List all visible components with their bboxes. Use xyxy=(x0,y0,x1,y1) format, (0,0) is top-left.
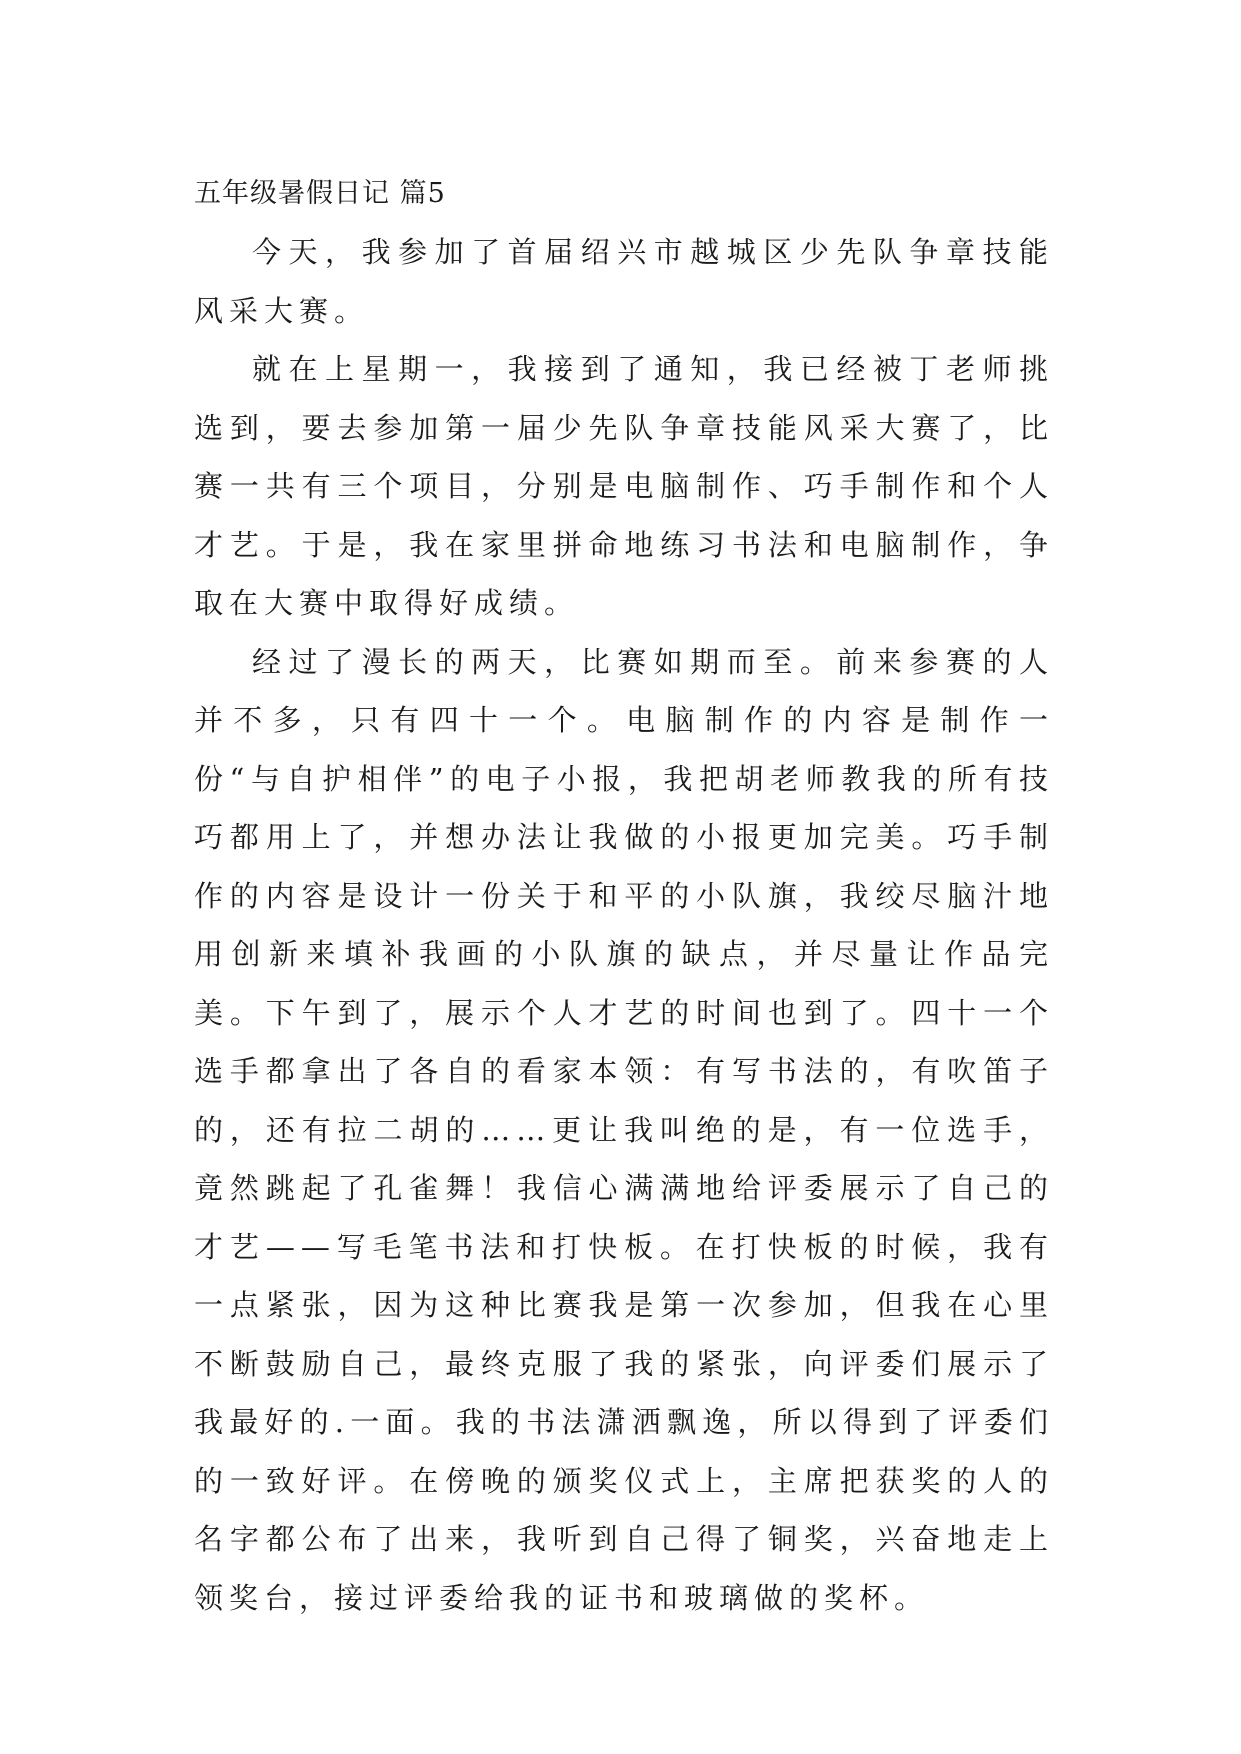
paragraph-2: 就在上星期一，我接到了通知，我已经被丁老师挑选到，要去参加第一届少先队争章技能风采大赛了，比赛一共有三个项目，分别是电脑制作、巧手制作和个人才艺。于是，我在家里拼命地练习书法和电脑制作，争取在大赛中取得好成绩。 xyxy=(194,352,1054,620)
document-body xyxy=(194,165,1054,1627)
paragraph-1: 今天，我参加了首届绍兴市越城区少先队争章技能风采大赛。 xyxy=(194,235,1054,328)
document-title: 五年级暑假日记 篇5 xyxy=(194,178,446,209)
paragraph-3: 经过了漫长的两天，比赛如期而至。前来参赛的人并不多，只有四十一个。电脑制作的内容是制作一份“与自护相伴”的电子小报，我把胡老师教我的所有技巧都用上了，并想办法让我做的小报更加完美。巧手制作的内容是设计一份关于和平的小队旗，我绞尽脑汁地用创新来填补我画的小队旗的缺点，并尽量让作品完美。下午到了，展示个人才艺的时间也到了。四十一个选手都拿出了各自的看家本领：有写书法的，有吹笛子的，还有拉二胡的……更让我叫绝的是，有一位选手，竟然跳起了孔雀舞！我信心满满地给评委展示了自己的才艺——写毛笔书法和打快板。在打快板的时候，我有一点紧张，因为这种比赛我是第一次参加，但我在心里不断鼓励自己，最终克服了我的紧张，向评委们展示了我最好的.一面。我的书法潇洒飘逸，所以得到了评委们的一致好评。在傍晚的颁奖仪式上，主席把获奖的人的名字都公布了出来，我听到自己得了铜奖，兴奋地走上领奖台，接过评委给我的证书和玻璃做的奖杯。 xyxy=(194,644,1054,1615)
